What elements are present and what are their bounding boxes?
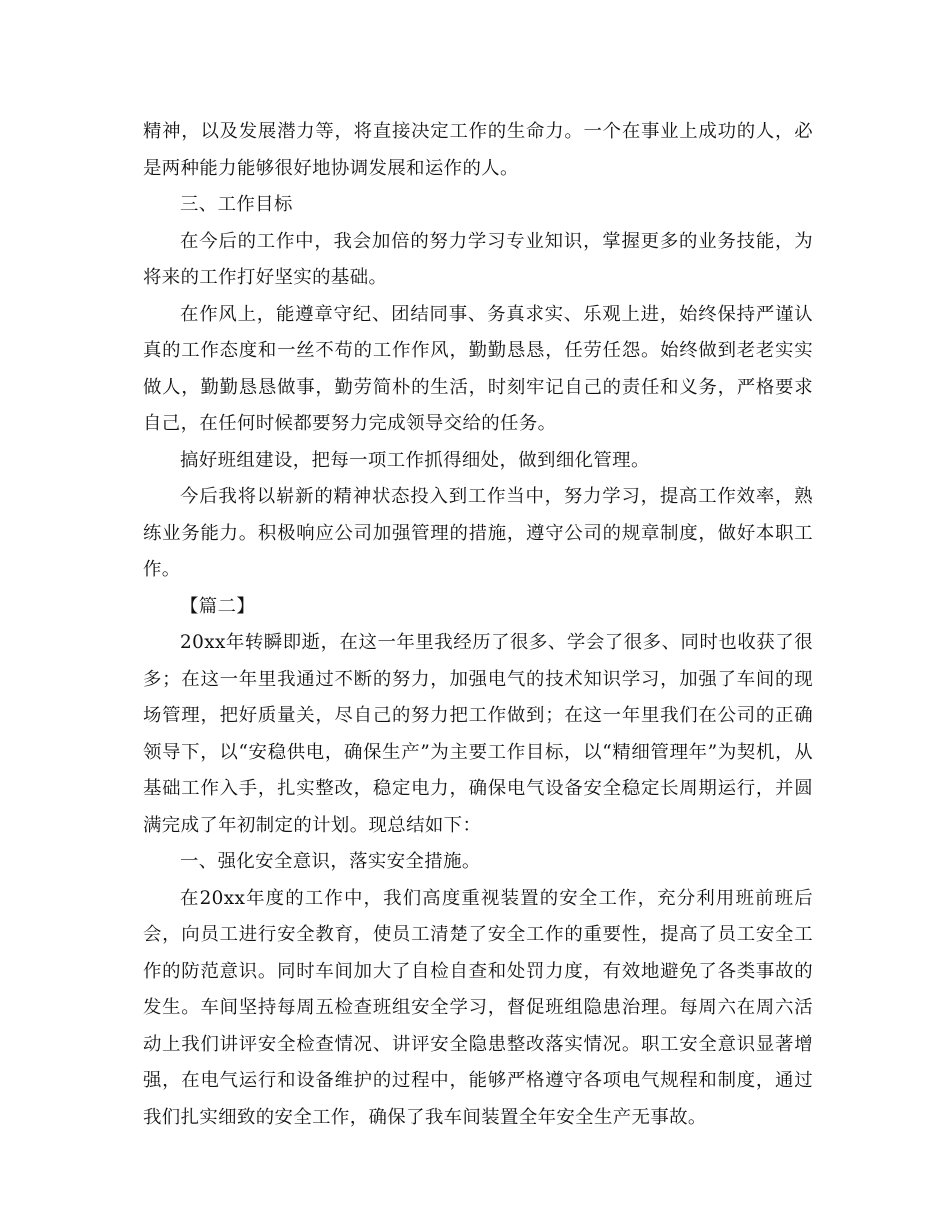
paragraph-year-summary: 20xx年转瞬即逝，在这一年里我经历了很多、学会了很多、同时也收获了很多；在这一年里我通过不断的努力，加强电气的技术知识学习，加强了车间的现场管理，把好质量关，尽自己的努力把工作做到；在这一年里我们在公司的正确领导下，以“安稳供电，确保生产”为主要工作目标，以“精细管理年”为契机，从基础工作入手，扎实整改，稳定电力，确保电气设备安全稳定长周期运行，并圆满完成了年初制定的计划。现总结如下： — [143, 632, 813, 836]
paragraph-continuation: 精神，以及发展潜力等，将直接决定工作的生命力。一个在事业上成功的人，必是两种能力能够很好地协调发展和运作的人。 — [143, 121, 813, 179]
paragraph-future-plan: 今后我将以崭新的精神状态投入到工作当中，努力学习，提高工作效率，熟练业务能力。积极响应公司加强管理的措施，遵守公司的规章制度，做好本职工作。 — [143, 486, 813, 580]
paragraph-team-building: 搞好班组建设，把每一项工作抓得细处，做到细化管理。 — [180, 449, 650, 471]
section-heading-part-two: 【篇二】 — [180, 595, 256, 617]
section-heading-work-goals: 三、工作目标 — [180, 194, 293, 215]
document-body — [143, 114, 813, 1136]
paragraph-future-study: 在今后的工作中，我会加倍的努力学习专业知识，掌握更多的业务技能，为将来的工作打好坚实的基础。 — [143, 230, 813, 288]
section-heading-safety: 一、强化安全意识，落实安全措施。 — [180, 851, 481, 872]
paragraph-safety-work: 在20xx年度的工作中，我们高度重视装置的安全工作，充分利用班前班后会，向员工进行安全教育，使员工清楚了安全工作的重要性，提高了员工安全工作的防范意识。同时车间加大了自检自查和处罚力度，有效地避免了各类事故的发生。车间坚持每周五检查班组安全学习，督促班组隐患治理。每周六在周六活动上我们讲评安全检查情况、讲评安全隐患整改落实情况。职工安全意识显著增强，在电气运行和设备维护的过程中，能够严格遵守各项电气规程和制度，通过我们扎实细致的安全工作，确保了我车间装置全年安全生产无事故。 — [143, 887, 813, 1128]
paragraph-work-style: 在作风上，能遵章守纪、团结同事、务真求实、乐观上进，始终保持严谨认真的工作态度和一丝不苟的工作作风，勤勤恳恳，任劳任怨。始终做到老老实实做人，勤勤恳恳做事，勤劳简朴的生活，时刻牢记自己的责任和义务，严格要求自己，在任何时候都要努力完成领导交给的任务。 — [143, 303, 813, 434]
